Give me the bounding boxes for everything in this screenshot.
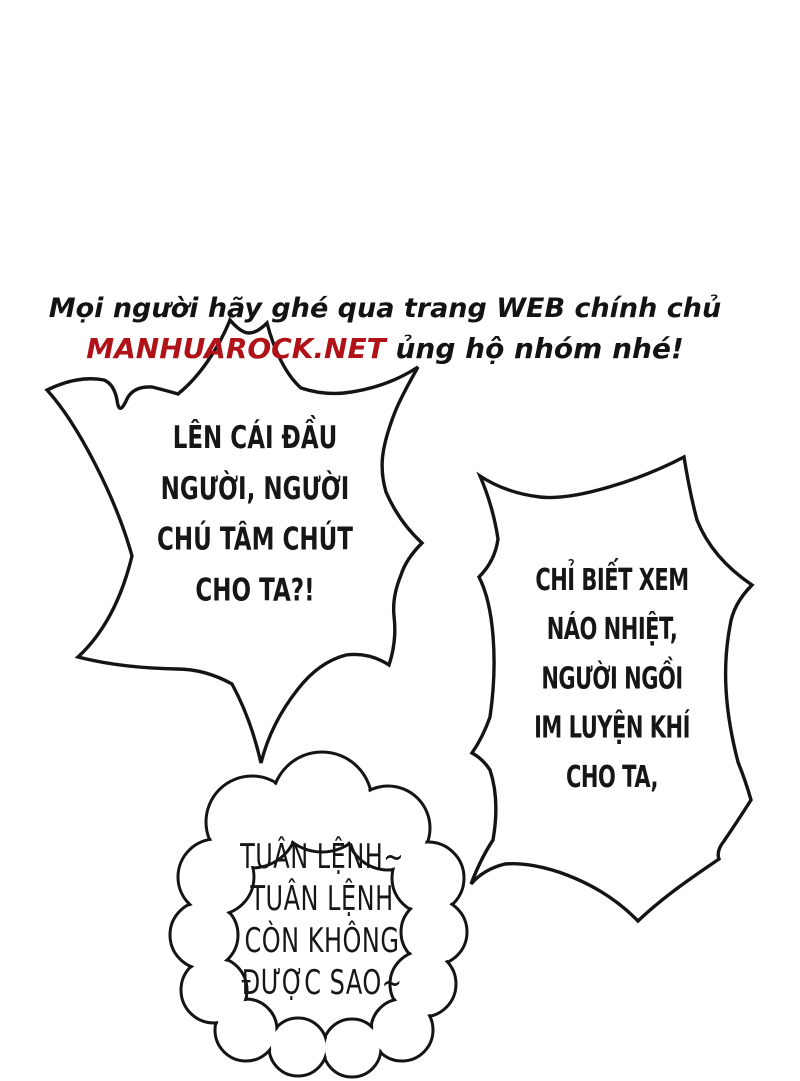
speech-line: LÊN CÁI ĐẦU (172, 421, 338, 456)
speech-line: CÒN KHÔNG (244, 921, 400, 961)
speech-line: CHỈ BIẾT XEM (535, 562, 689, 598)
speech-line: CHO TA, (566, 759, 658, 795)
credit-line-1: Mọi người hãy ghé qua trang WEB chính chủ (48, 293, 722, 324)
left-shout-bubble-text (95, 413, 415, 617)
speech-line: TUÂN LỆNH~ (240, 837, 404, 877)
speech-line: IM LUYỆN KHÍ (534, 710, 690, 745)
speech-line: CHO TA?! (195, 573, 315, 609)
speech-line: TUÂN LỆNH (250, 879, 394, 919)
thought-cloud-text (182, 836, 462, 1004)
credit-line-2 (0, 329, 770, 369)
speech-line: NGƯỜI, NGƯỜI (160, 471, 350, 507)
speech-line: CHÚ TÂM CHÚT (157, 522, 353, 558)
speech-line: NÁO NHIỆT, (546, 611, 678, 647)
credit-line-2-tail: ủng hộ nhóm nhé! (385, 332, 684, 365)
translator-credit (0, 289, 800, 369)
speech-line: ĐƯỢC SAO~ (241, 963, 403, 1003)
right-shout-bubble-text (462, 555, 762, 802)
speech-line: NGƯỜI NGỒI (541, 660, 683, 696)
site-name: MANHUAROCK.NET (86, 332, 386, 365)
